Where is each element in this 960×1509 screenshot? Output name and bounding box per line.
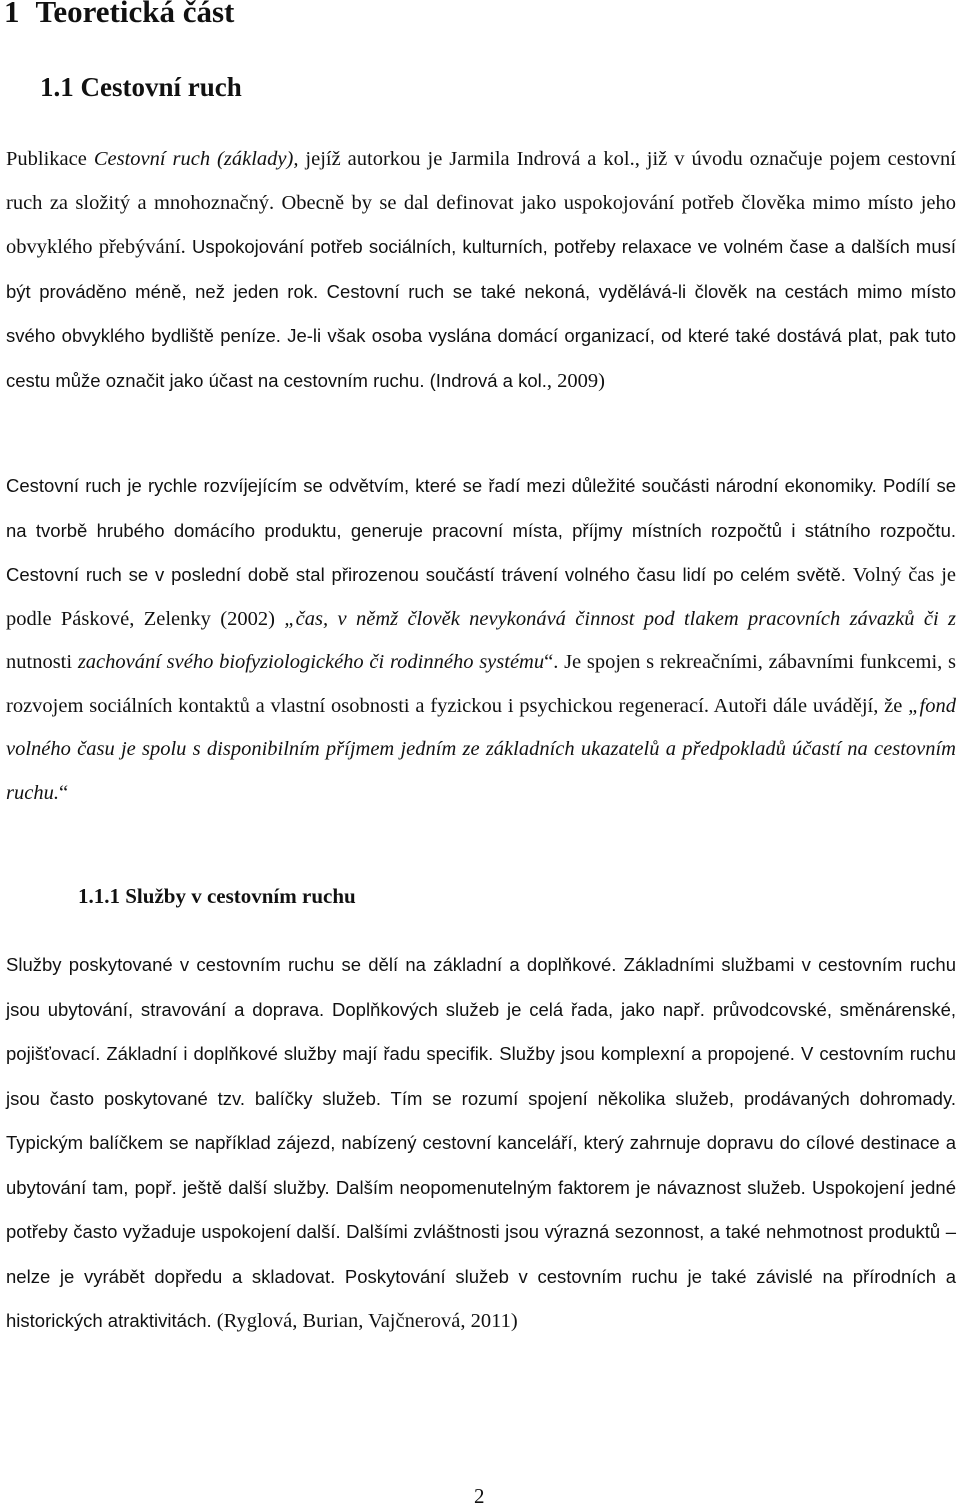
page-number: 2 xyxy=(474,1484,485,1508)
p2-text-d: “. Je spojen s rekreačními, zábavními funkcemi, s rozvojem sociálních kontaktů a vlastní osobnosti a fyzickou i psychickou regenerací. Autoři dále uvádějí, že xyxy=(6,651,956,717)
paragraph-services xyxy=(6,943,956,1344)
chapter-title: Teoretická část xyxy=(35,0,235,29)
p2-text-c: nutnosti xyxy=(6,651,78,673)
p1-citation-year: , 2009) xyxy=(546,369,605,392)
p2-text-b: Volný čas je podle Páskové, Zelenky (2002) xyxy=(6,564,957,630)
subsection-heading: 1.1.1 Služby v cestovním ruchu xyxy=(78,884,356,908)
p1-text-c: Uspokojování potřeb sociálních, kulturních, potřeby relaxace ve volném čase a dalších musí být prováděno méně, než jeden rok. Cestovní ruch se také nekoná, vydělává-li člověk na cestách mimo místo svého obvyklého bydliště peníze. Je-li však osoba vyslána domácí organizací, od které také dostává plat, pak tuto cestu může označit jako účast na cestovním ruchu. (Indrová a kol. xyxy=(6,236,957,391)
chapter-heading xyxy=(4,0,234,30)
p2-quote-c: „fond volného času je spolu s disponibilním příjmem jedním ze základních ukazatelů a předpokladů účastí na cestovním ruchu. xyxy=(6,694,956,804)
p2-quote-b: zachování svého biofyziologického či rodinného systému xyxy=(77,651,545,673)
paragraph-leisure xyxy=(6,464,956,815)
paragraph-intro xyxy=(6,138,956,403)
section-heading: 1.1 Cestovní ruch xyxy=(40,72,242,102)
p1-book-title: Cestovní ruch (základy), xyxy=(93,148,299,170)
p1-text-a: Publikace xyxy=(6,148,94,170)
p2-quote-a: „čas, v němž člověk nevykonává činnost pod tlakem pracovních závazků či z xyxy=(284,607,956,630)
p3-citation: (Ryglová, Burian, Vajčnerová, 2011) xyxy=(216,1310,518,1332)
p1-text-b: jejíž autorkou je Jarmila Indrová a kol., již v úvodu označuje pojem cestovní ruch za složitý a mnohoznačný. Obecně by se dal definovat jako uspokojování potřeb člověka mimo místo jeho obvyklého přebývání. xyxy=(6,148,956,258)
p2-text-a: Cestovní ruch je rychle rozvíjejícím se odvětvím, které se řadí mezi důležité součásti národní ekonomiky. Podílí se na tvorbě hrubého domácího produktu, generuje pracovní místa, příjmy místních rozpočtů i státního rozpočtu. Cestovní ruch se v poslední době stal přirozenou součástí trávení volného času lidí po celém světě. xyxy=(6,475,956,585)
p3-text: Služby poskytované v cestovním ruchu se dělí na základní a doplňkové. Základními službami v cestovním ruchu jsou ubytování, stravování a doprava. Doplňkových služeb je celá řada, jako např. průvodcovské, směnárenské, pojišťovací. Základní i doplňkové služby mají řadu specifik. Služby jsou komplexní a propojené. V cestovním ruchu jsou často poskytované tzv. balíčky služeb. Tím se rozumí spojení několika služeb, prodávaných dohromady. Typickým balíčkem se například zájezd, nabízený cestovní kanceláří, který zahrnuje dopravu do cílové destinace a ubytování tam, popř. ještě další služby. Dalším neopomenutelným faktorem je návaznost služeb. Uspokojení jedné potřeby často vyžaduje uspokojení další. Dalšími zvláštnosti jsou výrazná sezonnost, a také nehmotnost produktů – nelze je vyrábět dopředu a skladovat. Poskytování služeb v cestovním ruchu je také závislé na přírodních a historických atraktivitách. xyxy=(6,954,956,1331)
chapter-number: 1 xyxy=(4,0,20,29)
p2-text-e: “ xyxy=(58,781,69,804)
